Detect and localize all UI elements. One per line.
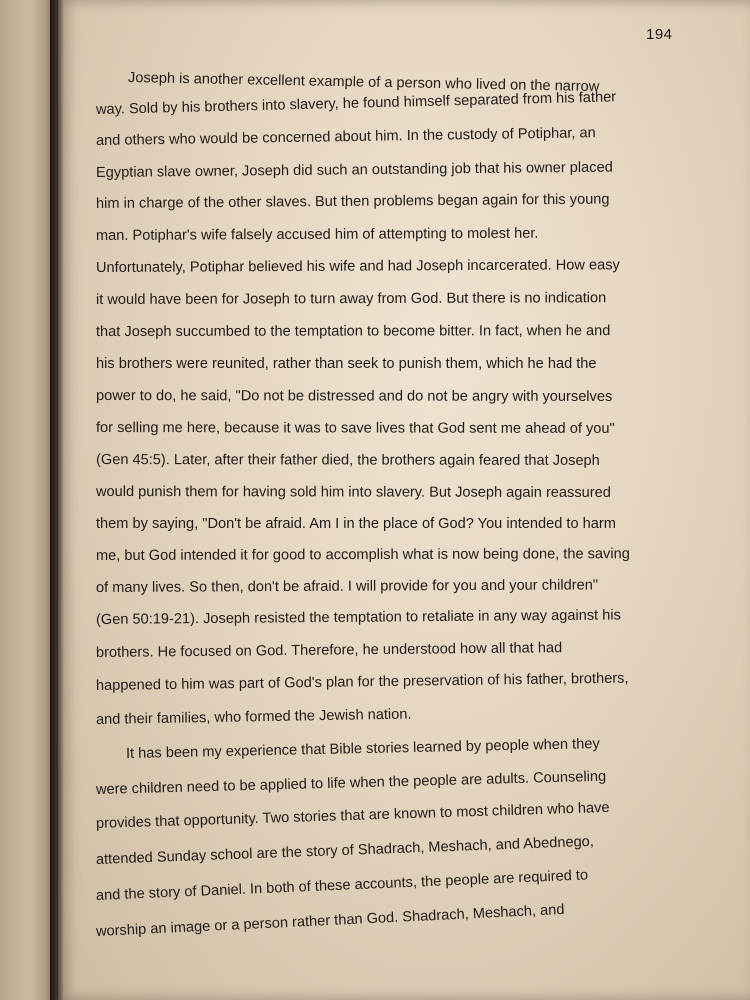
text-line: provides that opportunity. Two stories that are known to most children who have: [95, 799, 610, 832]
text-line: his brothers were reunited, rather than seek to punish them, which he had the: [96, 356, 597, 372]
text-line: Joseph is another excellent example of a person who lived on the narrow: [127, 70, 600, 96]
text-line: were children need to be applied to life when the people are adults. Counseling: [95, 768, 607, 798]
text-line: of many lives. So then, don't be afraid. I will provide for you and your children": [95, 577, 599, 596]
text-line: happened to him was part of God's plan for the preservation of his father, brothers,: [95, 670, 629, 694]
page-number: 194: [646, 26, 673, 43]
text-line: it would have been for Joseph to turn away from God. But there is no indication: [95, 290, 607, 308]
text-line: (Gen 50:19-21). Joseph resisted the temptation to retaliate in any way against his: [95, 607, 621, 628]
text-line: Unfortunately, Potiphar believed his wife and had Joseph incarcerated. How easy: [95, 257, 620, 276]
text-line: him in charge of the other slaves. But then problems began again for this young: [95, 191, 610, 212]
text-line: way. Sold by his brothers into slavery, he found himself separated from his father: [95, 89, 617, 118]
text-line: them by saying, "Don't be afraid. Am I in the place of God? You intended to harm: [96, 516, 616, 532]
book-page: [58, 0, 750, 1000]
text-line: It has been my experience that Bible stories learned by people when they: [125, 736, 600, 762]
text-line: Egyptian slave owner, Joseph did such an outstanding job that his owner placed: [95, 159, 613, 181]
left-page-edge: [0, 0, 54, 1000]
text-line: me, but God intended it for good to accomplish what is now being done, the saving: [95, 546, 630, 564]
text-line: and others who would be concerned about him. In the custody of Potiphar, an: [95, 125, 596, 149]
text-line: power to do, he said, "Do not be distressed and do not be angry with yourselves: [95, 388, 613, 405]
text-line: for selling me here, because it was to save lives that God sent me ahead of you": [95, 420, 615, 437]
text-line: brothers. He focused on God. Therefore, he understood how all that had: [95, 640, 563, 661]
text-line: man. Potiphar's wife falsely accused him of attempting to molest her.: [95, 225, 539, 244]
text-line: and their families, who formed the Jewish nation.: [95, 706, 412, 728]
text-line: (Gen 45:5). Later, after their father died, the brothers again feared that Joseph: [95, 452, 600, 469]
text-line: and the story of Daniel. In both of these accounts, the people are required to: [95, 867, 589, 904]
text-line: attended Sunday school are the story of Shadrach, Meshach, and Abednego,: [95, 833, 595, 868]
text-line: would punish them for having sold him into slavery. But Joseph again reassured: [95, 484, 611, 501]
gutter-shadow: [50, 0, 64, 1000]
text-line: worship an image or a person rather than God. Shadrach, Meshach, and: [95, 901, 565, 940]
text-line: that Joseph succumbed to the temptation to become bitter. In fact, when he and: [95, 323, 611, 340]
